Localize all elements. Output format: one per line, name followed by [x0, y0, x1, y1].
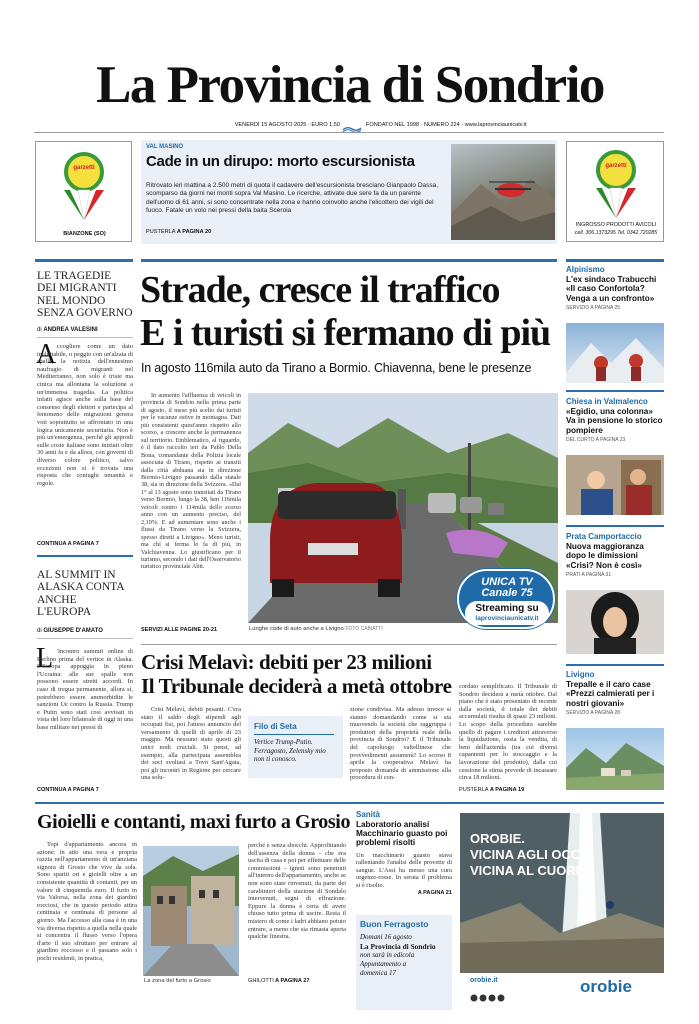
right-item-1-ref: SERVIZIO A PAGINA 25	[566, 305, 621, 312]
grosio-photo	[143, 846, 239, 976]
bottom-col3: perché è senza sbocchi. Approfittando dell'assenza della donna - che era uscita di casa e poi per effettuare delle commissioni - ignoti sono penetrati all'interno dell'appartamento, anche se non sono state rinvenuti, da parte dei carabinieri della stazione di Sondalo intervenuti, segni di effrazione. Eppure la donna è certa di avere chiuso tutto prima di uscire. Resta il mistero di come i ladri abbiano potuto entrare, a meno che sia rimasta aperta qualche finestra.	[248, 842, 346, 941]
editorial-1-byline	[37, 327, 98, 333]
ad-left[interactable]	[35, 141, 132, 242]
date-line: VENERDÌ 15 AGOSTO 2025 · EURO 1,50	[234, 122, 340, 128]
traffic-photo-caption	[249, 626, 383, 632]
second-ref-author: PUSTERLA	[459, 787, 489, 793]
masthead-emblem-icon	[342, 120, 362, 128]
buon-line3: non sarà in edicola	[360, 951, 415, 959]
ad-right-brand: garzetti	[605, 163, 627, 169]
social-icons	[470, 989, 510, 997]
bottom-ref-author: GHILOTTI	[248, 978, 274, 984]
second-ref[interactable]	[459, 787, 524, 793]
garzetti-logo-icon	[588, 148, 644, 220]
right-item-1[interactable]	[566, 265, 664, 397]
editorial-1-headline[interactable]: LE TRAGEDIE DEI MIGRANTI NEL MONDO SENZA GOVERNO	[37, 270, 133, 320]
filo-rule	[254, 734, 334, 735]
right-divider-1	[566, 390, 664, 392]
editorial-1-byline-name: ANDREA VALESINI	[43, 327, 98, 333]
ad-right-line1: INGROSSO PRODOTTI AVICOLI	[575, 222, 657, 228]
right-item-4-headline: Trepalle e il caro case «Prezzi calmierati per i nostri giovani»	[566, 680, 655, 708]
second-rule	[141, 644, 557, 645]
section-rule-main	[141, 259, 557, 262]
top-story-kicker: VAL MASINO	[146, 144, 184, 150]
right-item-4-ref: SERVIZIO A PAGINA 28	[566, 710, 621, 717]
orobie-ad[interactable]	[460, 813, 664, 1009]
right-item-4[interactable]	[566, 670, 664, 800]
right-item-2-headline: «Egidio, una colonna» Va in pensione lo storico pompiere	[566, 407, 663, 435]
orobie-line2: VICINA AL CUORE	[470, 863, 585, 878]
right-item-3[interactable]	[566, 532, 664, 662]
filo-di-seta[interactable]	[248, 716, 343, 778]
lead-ref[interactable]: SERVIZI ALLE PAGINE 20-21	[141, 627, 218, 633]
ad-right-line2: cell. 306.1373295 Tel. 0342.720285	[574, 230, 658, 236]
orobie-site: orobie.it	[470, 977, 498, 984]
bottom-ref-page: A PAGINA 27	[275, 978, 310, 984]
photo-credit: FOTO CABIATTI	[345, 626, 383, 632]
left-divider	[37, 555, 133, 557]
right-item-3-kicker: Prata Camportaccio	[566, 532, 642, 541]
right-item-3-headline: Nuova maggioranza dopo le dimissioni «Crisi? Non è così»	[566, 542, 644, 570]
orobie-brand-small: OROBIE.	[470, 831, 525, 846]
badge-line3: Streaming su	[475, 603, 539, 614]
sanita-kicker: Sanità	[356, 810, 381, 819]
buon-line4: Appuntamento a	[360, 960, 407, 968]
filo-text: Vertice Trump-Putin. Ferragosto, Zelensky mio non ti conosco.	[254, 738, 326, 764]
right-item-1-headline: L'ex sindaco Trabucchi «Il caso Confortola? Venga a un confronto»	[566, 275, 657, 303]
editorial-2-dropcap: L	[36, 643, 54, 674]
second-col4: cordato semplificato. Il Tribunale di Sondrio deciderà a metà ottobre. Dal piano che è stato presentato di recente dalla società, il totale dei debiti accumulati risulta di quasi 23 milioni. Lo scopo della procedura sarebbe quello di pagare i creditori attraverso la liquidazione, ossia la vendita, di beni dell'azienda (tra cui diversi capannoni per lo stoccaggio e la lavorazione del prodotto), dalla cui cessione la stima prevede di incassare circa 18 milioni.	[459, 683, 557, 782]
right-item-3-photo	[566, 590, 664, 654]
editorial-1-dropcap: A	[36, 339, 57, 370]
right-item-1-kicker: Alpinismo	[566, 265, 605, 274]
filo-title: Filo di Seta	[254, 722, 297, 731]
editorial-2-byline-name: GIUSEPPE D'AMATO	[43, 628, 103, 634]
unica-tv-badge[interactable]	[457, 569, 555, 629]
bottom-headline[interactable]: Gioielli e contanti, maxi furto a Grosio	[37, 811, 351, 833]
top-story[interactable]	[141, 140, 557, 244]
editorial-1-ref[interactable]: CONTINUA A PAGINA 7	[37, 541, 99, 547]
orobie-line1: VICINA AGLI OCCHI	[470, 847, 594, 862]
right-divider-2	[566, 525, 664, 527]
garzetti-logo-icon	[56, 150, 112, 222]
badge-line1: UNICA TV	[481, 576, 533, 588]
right-item-2[interactable]	[566, 397, 664, 527]
editorial-2-headline[interactable]: AL SUMMIT IN ALASKA CONTA ANCHE L'EUROPA	[37, 569, 124, 619]
second-ref-page: A PAGINA 19	[489, 787, 525, 793]
sanita-body: Un macchinario guasto stava rallentando l'analisi delle provette di sangue. L'Asst ha messo una cura urgenze-rosse. In serata il problema si è risolto.	[356, 851, 452, 889]
editorial-2-rule	[37, 638, 133, 639]
editorial-2-body: 'incontro summit online di Berlino prima del vertice in Alaska. L'Europa appoggia in pieno l'Ucraina: alle sue spalle non possono essere stretti accordi. In caso di tregua permanente, allora sì, potrebbero essere ammorbidite le sanzioni Ue contro la Russia. Trump e Putin sono stati così avvisati in vista del loro bilaterale di oggi in una base militare nei pressi di	[37, 648, 133, 731]
editorial-1-byline-prefix: di	[37, 327, 42, 333]
right-divider-3	[566, 664, 664, 666]
right-item-2-ref: DEL CURTO A PAGINA 23	[566, 437, 626, 444]
bottom-ref[interactable]	[248, 978, 309, 984]
top-story-body: Ritrovato ieri mattina a 2.500 metri di quota il cadavere dell'escursionista bresciano Gianpaolo Dassa, scomparso da giorni nei monti sopra Val Masino. Le ricerche, attivate due sere fa da un parente dell'uomo di 61 anni, si sono concentrate nella zona e hanno coinvolto anche l'elicottero dei vigili del fuoco. Fatale un volo nei pressi della baita Sceroia	[146, 182, 439, 215]
right-item-4-kicker: Livigno	[566, 670, 595, 679]
top-story-headline[interactable]: Cade in un dirupo: morto escursionista	[146, 153, 415, 170]
right-item-3-ref: PRATI A PAGINA 31	[566, 572, 612, 579]
top-story-ref-page: A PAGINA 20	[176, 229, 212, 235]
founded-line: FONDATO NEL 1998 · NUMERO 224 · www.laprovinciaunicatv.it	[366, 122, 527, 128]
masthead-rule	[34, 132, 664, 133]
second-headline-1[interactable]: Crisi Melavì: debiti per 23 milioni	[141, 650, 432, 674]
sanita-box[interactable]	[356, 810, 452, 902]
badge-line4: laprovinciaunicatv.it	[475, 615, 539, 622]
second-col3: zione condivisa. Ma adesso invece si stanno domandando come si sta muovendo la società che raggruppa i produttori della proprietà reale della provincia di Sondrio? E il Tribunale del capoluogo valtellinese che provvedimenti assumerà? Lo scorso 8 aprile la cooperativa Melavì ha proposto domanda di ammissione alla procedura di con-	[350, 706, 451, 782]
buon-line2: La Provincia di Sondrio	[360, 942, 436, 951]
editorial-1-rule	[37, 337, 133, 338]
orobie-logo: orobie	[580, 977, 632, 996]
badge-line2: Canale 75	[481, 587, 533, 599]
lead-headline-2[interactable]: E i turisti si fermano di più	[140, 312, 551, 354]
sanita-ref: A PAGINA 21	[417, 889, 452, 896]
second-headline-2[interactable]: Il Tribunale deciderà a metà ottobre	[141, 674, 452, 698]
ad-right[interactable]	[566, 141, 664, 242]
section-rule-right	[566, 259, 664, 262]
editorial-2-ref[interactable]: CONTINUA A PAGINA 7	[37, 787, 99, 793]
second-col1: Crisi Melavì, debiti pesanti. C'era stato il saldo degli stipendi agli occupati fisi, poi l'atteso annuncio del versamento di quelli di aprile di 23 maggio. Ma nessuno stato questi gli unici nodi cruciali. Si pensi, ad esempio, alla partecipata assemblea dei soci svoltasi a Tovo Sant'Agata, poi gli incontri in Regione per cercare una solu-	[141, 706, 241, 782]
editorial-2-byline-prefix: di	[37, 628, 42, 634]
section-rule-left	[35, 259, 133, 262]
top-story-ref-author: PUSTERLA	[146, 229, 176, 235]
ad-left-location: BIANZONE (SO)	[63, 231, 106, 237]
caption-text: Lunghe code di auto anche a Livigno	[249, 626, 344, 632]
lead-subhead: In agosto 116mila auto da Tirano a Bormio. Chiavenna, bene le presenze	[141, 361, 532, 375]
buon-line1: Domani 16 agosto	[360, 933, 412, 941]
sanita-headline: Laboratorio analisi Macchinario guasto poi problemi risolti	[356, 820, 448, 848]
right-item-1-photo	[566, 323, 664, 383]
lead-headline-1[interactable]: Strade, cresce il traffico	[140, 269, 500, 311]
editorial-1-body: ccogliere come un dato ineluttabile, o peggio con un'alzata di spalle, la notizia dell'ennesimo naufragio di migranti nel Mediterraneo, non solo è triste ma cinica ma allontana la soluzione a un'immensa tragedia. La politica infatti agisce anche sulla base del consenso degli elettori e partecipa al fenomeno delle migrazioni genera voti soprattutto se affrontato in una logica unicamente securitaria. Non è più un'emergenza, perché gli approdi sulle coste italiane sono iniziati oltre 30 anni fa e da allora, con governi di diverso colore politico, salvo eccezioni non si è trovata una risposta che coniughi umanità e regole.	[37, 343, 133, 487]
buon-ferragosto[interactable]	[356, 915, 452, 1010]
buon-title: Buon Ferragosto	[360, 919, 429, 929]
right-item-4-photo	[566, 728, 664, 790]
right-item-2-photo	[566, 455, 664, 515]
right-item-2-kicker: Chiesa in Valmalenco	[566, 397, 648, 406]
lead-body: In aumento l'affluenza di veicoli in provincia di Sondrio nella prima parte di agosto, il mese più scelto dai turisti per le vacanze estive in montagna. Dati più consistenti quest'anno rispetto allo scorso, a crescere anche la permanenza sul territorio. Emblematico, al riguardo, è il dato raccolto ieri da Pablo Della Bona, comandante della Polizia locale associata di Tirano, rispetto ai transiti dalla città abduana sia in direzione Bormio-Livigno passando dalla statale 38, sia in direzione della Svizzera. «Dal 1° al 13 agosto sono transitati da Tirano verso Bormio, lungo la 38, ben 116mila veicoli contro i 114mila dello scorso anno con un aumento preciso, del 2,19%. E ad aumentare sono anche i flussi da Tirano verso la Svizzera, spesso diretti a Livigno». Meno turisti, ma chi si ferma lo fa di più, in Valchiavenna. Lo giustificano per il turismo, secondo i dati dell'Osservatorio turistico provinciale Abit.	[141, 392, 241, 571]
helicopter-photo	[451, 144, 555, 240]
grosio-photo-caption: La zona del furto a Grosio	[144, 978, 211, 984]
ad-left-brand: garzetti	[73, 165, 95, 171]
buon-line5: domenica 17	[360, 969, 396, 977]
bottom-col1: Topi d'appartamento ancora in azione: in atto una vera e propria razzia nell'appartamento di un'anziana signora di Grosio che vive da sola. Sono spariti ori e gioielli oltre a un consistente quantità di contanti, per un valore di cinquemila euro. Il furto in via Valorsa, nella zona dei giardini rocciosi, che in questo periodo attira centinaia e centinaia di persone al giorno. Ma l'accesso alla casa è in una via diversa rispetto a quella nella quale si concentra il flusso verso l'opera d'arte il suo sfruttato per entrare al giardino roccioso e il passano solo i pochi residenti, in pratica,	[37, 841, 137, 962]
top-story-ref[interactable]	[146, 229, 211, 235]
bottom-rule	[35, 802, 664, 804]
masthead-title[interactable]: La Provincia di Sondrio	[96, 56, 604, 114]
editorial-2-byline	[37, 628, 103, 634]
